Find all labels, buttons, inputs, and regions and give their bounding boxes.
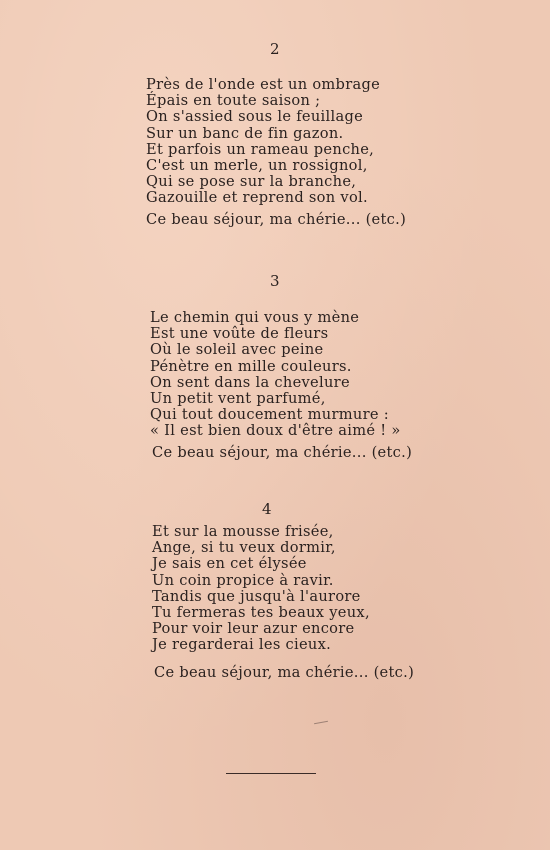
verse-line: « Il est bien doux d'être aimé ! » [150,422,401,440]
verse-line: C'est un merle, un rossignol, [146,157,368,175]
stanza-number: 3 [269,272,281,290]
verse-line: Pénètre en mille couleurs. [150,357,352,375]
refrain: Ce beau séjour, ma chérie... (etc.) [152,444,413,461]
refrain: Ce beau séjour, ma chérie... (etc.) [154,664,415,681]
verse-line: Où le soleil avec peine [150,341,324,359]
stanza [146,77,380,207]
ink-smudge [314,721,328,724]
verse-line: Un petit vent parfumé, [150,390,326,408]
verse-line: Qui tout doucement murmure : [150,406,389,424]
verse-line: Épais en toute saison ; [146,92,321,110]
stanza-number: 2 [269,40,281,58]
verse-line: On s'assied sous le feuillage [146,108,364,126]
verse-line: Sur un banc de fin gazon. [146,124,344,142]
verse-line: Qui se pose sur la branche, [146,173,357,191]
verse-line: Pour voir leur azur encore [152,620,355,638]
verse-line: Le chemin qui vous y mène [150,309,360,326]
verse-line: Je sais en cet élysée [152,555,307,573]
verse-line: Gazouille et reprend son vol. [146,189,368,207]
stanza [152,524,370,654]
stanza-number: 4 [261,500,273,518]
verse-line: Est une voûte de fleurs [150,325,329,343]
verse-line: Un coin propice à ravir. [152,571,334,589]
stanza [150,310,401,440]
verse-line: Près de l'onde est un ombrage [146,76,381,93]
verse-line: Tandis que jusqu'à l'aurore [152,587,361,605]
refrain: Ce beau séjour, ma chérie... (etc.) [146,211,407,228]
verse-line: On sent dans la chevelure [150,373,350,391]
verse-line: Et sur la mousse frisée, [152,523,334,540]
verse-line: Et parfois un rameau penche, [146,140,375,158]
verse-line: Ange, si tu veux dormir, [152,539,336,557]
verse-line: Tu fermeras tes beaux yeux, [152,604,370,622]
verse-line: Je regarderai les cieux. [152,636,332,654]
end-rule [226,773,316,774]
